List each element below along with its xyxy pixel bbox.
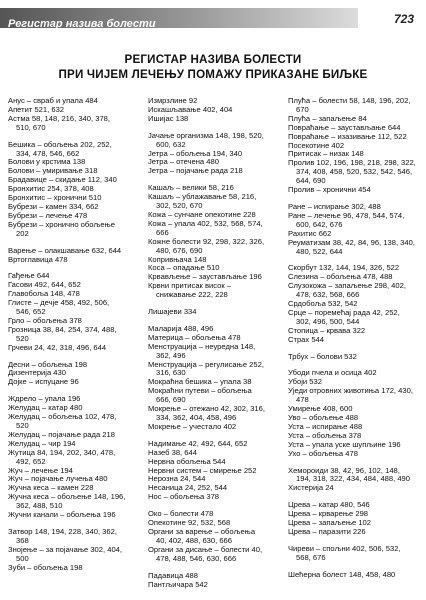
index-entry: Копривњача 148 bbox=[148, 254, 207, 264]
index-entry: Повраћање – заустављање 644 bbox=[288, 122, 401, 132]
index-entry: Мокраћни путеви – обољења 666, 690 bbox=[148, 386, 252, 405]
index-entry: Уста – упала уске шупљине 196 bbox=[288, 439, 401, 449]
index-entry: Нос – обољења 378 bbox=[148, 492, 220, 502]
index-column-3 bbox=[288, 97, 416, 580]
index-entry: Јетра – обољења 194, 340 bbox=[148, 148, 243, 158]
index-entry: Стопица – крвава 322 bbox=[288, 325, 366, 335]
index-entry: Кожа – упала 402, 532, 568, 574, 666 bbox=[148, 218, 263, 237]
index-entry: Убоди пчела и осица 402 bbox=[288, 368, 377, 378]
index-entry: Опекотине 92, 532, 568 bbox=[148, 518, 231, 528]
index-entry: Гађење 644 bbox=[8, 271, 50, 281]
header-title: Регистар назива болести bbox=[8, 18, 156, 30]
index-entry: Повраћање – изазивање 112, 522 bbox=[288, 131, 407, 141]
index-entry: Притисак – низак 148 bbox=[288, 149, 364, 159]
index-entry: Слузокожа – запаљење 298, 402, 478, 632, 568, 666 bbox=[288, 281, 406, 300]
index-column-1 bbox=[8, 97, 126, 573]
index-entry: Уста – обољења 378 bbox=[288, 430, 362, 440]
index-entry: Нервна обољења 544 bbox=[148, 456, 226, 466]
index-entry: Анус – сврaб и упала 484 bbox=[8, 96, 98, 105]
index-entry: Менструација – неуредна 148, 362, 496 bbox=[148, 341, 256, 360]
index-entry: Кашаљ – велики 58, 216 bbox=[148, 183, 234, 193]
index-entry: Убоји 532 bbox=[288, 377, 322, 387]
index-entry: Падавица 488 bbox=[148, 570, 198, 580]
index-entry: Брадавице – скидање 112, 340 bbox=[8, 175, 117, 185]
index-entry: Болови – умиривање 318 bbox=[8, 166, 98, 176]
index-entry: Бубрези – хронично обољење 202 bbox=[8, 219, 115, 238]
index-entry: Грозница 38, 84, 254, 374, 488, 520 bbox=[8, 324, 117, 343]
index-entry: Мокрење – отежано 42, 302, 316, 334, 362, 404, 458, 496 bbox=[148, 404, 265, 422]
index-column-2 bbox=[148, 97, 266, 589]
index-entry: Хемороиди 38, 42, 96, 102, 148, 194, 318, 322, 434, 484, 488, 490 bbox=[288, 465, 411, 484]
index-entry: Јетра – појачање рада 218 bbox=[148, 166, 243, 176]
index-entry: Бешика – обољења 202, 252, 334, 478, 546, 662 bbox=[8, 139, 112, 158]
index-entry: Пролив 102, 196, 198, 218, 298, 322, 374, 408, 458, 520, 532, 542, 546, 644, 690 bbox=[288, 158, 416, 186]
index-entry: Уста – испирање 488 bbox=[288, 421, 363, 431]
index-entry: Бубрези – камен 334, 662 bbox=[8, 201, 99, 211]
index-entry: Надимање 42, 492, 644, 652 bbox=[148, 438, 248, 448]
index-entry: Страх 544 bbox=[288, 334, 324, 344]
index-entry: Црева – запаљење 102 bbox=[288, 518, 371, 528]
index-entry: Жучна кеса – камен 228 bbox=[8, 483, 94, 493]
index-entry: Материца – обољења 478 bbox=[148, 332, 241, 342]
index-entry: Мокрење – учестало 402 bbox=[148, 421, 237, 431]
index-entry: Посекотине 402 bbox=[288, 140, 345, 150]
index-entry: Бронхитис 254, 378, 408 bbox=[8, 184, 94, 194]
index-entry: Скорбут 132, 144, 194, 326, 522 bbox=[288, 263, 400, 273]
index-entry: Желудац – обољења 102, 478, 520 bbox=[8, 412, 117, 430]
index-entry: Дизентерија 430 bbox=[8, 368, 66, 378]
index-entry: Нервни систем – смирење 252 bbox=[148, 465, 257, 475]
index-entry: Грчеви 24, 42, 318, 496, 644 bbox=[8, 342, 107, 352]
index-entry: Желудац – катар 480 bbox=[8, 403, 83, 413]
index-entry: Пантљичара 542 bbox=[148, 579, 208, 589]
index-entry: Крвни притисак висок – снижавање 222, 228 bbox=[148, 281, 232, 300]
index-title-line2: ПРИ ЧИЈЕМ ЛЕЧЕЊУ ПОМАЖУ ПРИКАЗАНЕ БИЉКЕ bbox=[58, 68, 368, 81]
index-entry: Несаница 24, 252, 544 bbox=[148, 483, 228, 493]
index-entry: Грло – обољења 378 bbox=[8, 315, 82, 325]
index-entry: Ишијас 138 bbox=[148, 113, 189, 123]
index-entry: Срце – поремећај рада 42, 252, 302, 496, 500, 544 bbox=[288, 307, 400, 326]
index-entry: Ждрело – упала 196 bbox=[8, 394, 81, 404]
page-number: 723 bbox=[393, 12, 414, 26]
index-entry: Менструација – регулисање 252, 316, 630 bbox=[148, 359, 264, 378]
index-entry: Глисте – дечје 458, 492, 506, 546, 652 bbox=[8, 298, 110, 317]
index-entry: Коса – опадање 510 bbox=[148, 263, 220, 273]
index-entry: Десни – обољења 198 bbox=[8, 359, 88, 369]
index-entry: Гасови 492, 644, 652 bbox=[8, 280, 81, 290]
index-entry: Желудац – појачање рада 218 bbox=[8, 429, 115, 439]
index-entry: Болови у крстима 138 bbox=[8, 157, 86, 167]
index-title-line1: РЕГИСТАР НАЗИВА БОЛЕСТИ bbox=[124, 53, 302, 66]
index-entry: Вртоглавица 478 bbox=[8, 254, 68, 264]
index-entry: Назеб 38, 644 bbox=[148, 447, 197, 457]
index-entry: Искашљавање 402, 404 bbox=[148, 104, 233, 114]
index-entry: Нерозна 24, 544 bbox=[148, 474, 206, 484]
index-entry: Дојке – испуцане 96 bbox=[8, 377, 79, 387]
index-title-block bbox=[0, 52, 426, 82]
index-entry: Крвављење – заустављање 196 bbox=[148, 272, 262, 282]
index-entry: Бубрези – лечење 478 bbox=[8, 210, 88, 220]
index-entry: Јетра – отечена 480 bbox=[148, 157, 219, 167]
index-entry: Црева – крварење 298 bbox=[288, 509, 369, 519]
index-entry: Кожа – сунчане опекотине 228 bbox=[148, 209, 256, 219]
index-entry: Хистерија 24 bbox=[288, 483, 334, 493]
index-entry: Срдобоља 532, 542 bbox=[288, 299, 358, 309]
index-entry: Јачање организма 148, 198, 520, 600, 632 bbox=[148, 130, 264, 149]
index-entry: Уједи отровних животиња 172, 430, 478 bbox=[288, 386, 413, 405]
index-entry: Желудац – чир 194 bbox=[8, 438, 76, 448]
index-entry: Уво – обољење 488 bbox=[288, 413, 359, 422]
index-entry: Лишајеви 334 bbox=[148, 307, 197, 317]
index-entry: Рахитис 662 bbox=[288, 228, 332, 238]
index-entry: Ране – испирање 302, 488 bbox=[288, 201, 381, 211]
index-entry: Ухо – обољења 478 bbox=[288, 448, 358, 458]
index-entry: Пролив – хронични 454 bbox=[288, 185, 371, 195]
index-entry: Астма 58, 148, 216, 340, 378, 510, 670 bbox=[8, 113, 111, 132]
index-entry: Апетит 521, 632 bbox=[8, 104, 65, 114]
index-entry: Кашаљ – ублажавање 58, 216, 302, 520, 670 bbox=[148, 192, 257, 211]
index-entry: Затвор 148, 194, 228, 340, 362, 368 bbox=[8, 526, 117, 545]
index-entry: Зуби – обољења 198 bbox=[8, 562, 83, 572]
index-entry: Шећерна болест 148, 458, 480 bbox=[288, 569, 396, 579]
index-entry: Мокраћна бешика – упала 38 bbox=[148, 377, 252, 387]
index-entry: Жутица 84, 194, 202, 340, 478, 492, 652 bbox=[8, 447, 116, 466]
index-entry: Плућа – запаљење 84 bbox=[288, 113, 367, 123]
index-entry: Црева – паразити 226 bbox=[288, 526, 366, 536]
index-entry: Црева – катар 480, 546 bbox=[288, 500, 370, 510]
index-entry: Чиреви – спољни 402, 506, 532, 568, 676 bbox=[288, 543, 401, 562]
index-entry: Органи за дисање – болести 40, 478, 488, 546, 630, 666 bbox=[148, 544, 263, 563]
index-entry: Органи за варење – обољења 40, 402, 488, 630, 666 bbox=[148, 526, 256, 545]
index-entry: Кожне болести 92, 298, 322, 326, 480, 676, 690 bbox=[148, 236, 265, 255]
page-header bbox=[0, 0, 426, 32]
index-entry: Жучни канали – обољења 196 bbox=[8, 510, 116, 520]
index-entry: Плућа – болести 58, 148, 196, 202, 670 bbox=[288, 96, 411, 114]
index-entry: Варење – олакшавање 632, 644 bbox=[8, 245, 122, 255]
index-entry: Жуч – лечење 194 bbox=[8, 465, 73, 475]
index-entry: Маларија 488, 496 bbox=[148, 323, 214, 333]
index-entry: Ране – лечење 96, 478, 544, 574, 600, 642, 676 bbox=[288, 210, 405, 229]
index-entry: Жуч – појачање лучења 480 bbox=[8, 474, 108, 484]
index-entry: Око – болести 478 bbox=[148, 509, 214, 519]
index-entry: Умирење 408, 600 bbox=[288, 404, 353, 414]
header-gradient-bar bbox=[0, 8, 358, 28]
index-entry: Знојење – за појачање 302, 404, 500 bbox=[8, 544, 122, 563]
index-entry: Жучна кеса – обољење 148, 196, 362, 488, 510 bbox=[8, 492, 126, 511]
index-entry: Измрзлине 92 bbox=[148, 96, 198, 105]
index-entry: Слезина – обољења 478, 488 bbox=[288, 272, 393, 282]
index-entry: Реуматизам 38, 42, 84, 96, 138, 340, 480, 522, 644 bbox=[288, 237, 415, 256]
index-entry: Трбух – болови 532 bbox=[288, 351, 357, 361]
index-entry: Главобоља 148, 478 bbox=[8, 289, 80, 299]
index-entry: Бронхитис – хронични 510 bbox=[8, 193, 102, 203]
